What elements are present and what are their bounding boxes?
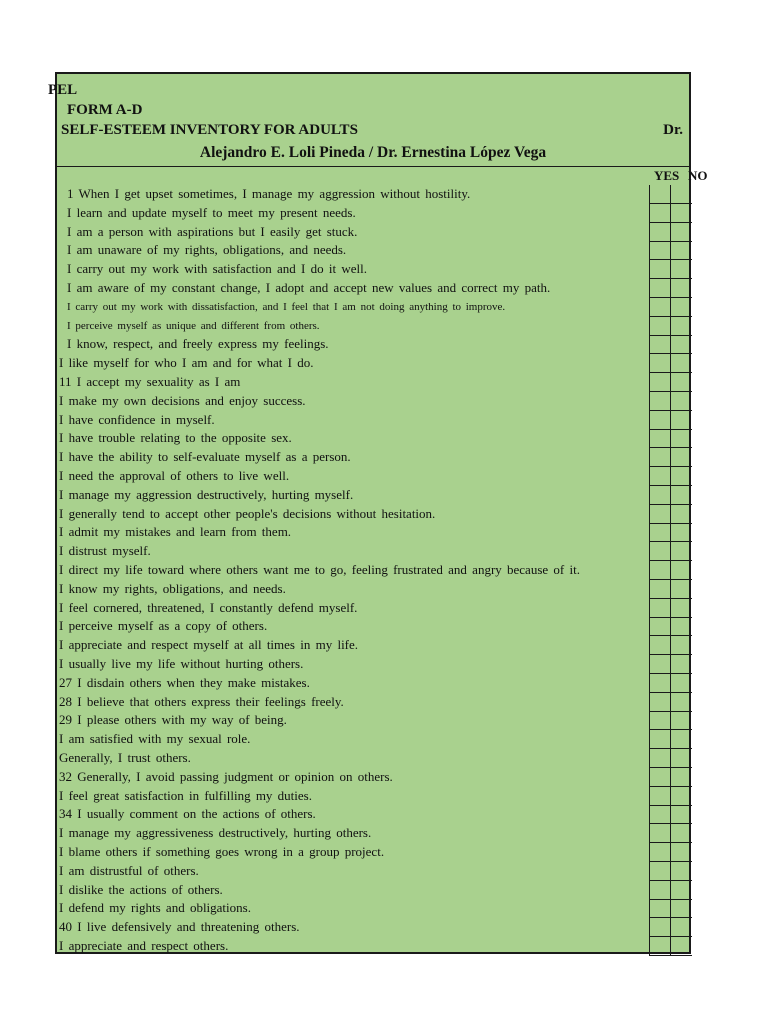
answer-row (650, 899, 692, 918)
no-checkbox-cell[interactable] (671, 768, 692, 786)
yes-checkbox-cell[interactable] (650, 523, 670, 541)
inventory-item: I blame others if something goes wrong in a group project. (59, 844, 385, 859)
yes-checkbox-cell[interactable] (650, 918, 670, 936)
no-checkbox-cell[interactable] (671, 185, 692, 203)
inventory-item: I generally tend to accept other people's decisions without hesitation. (59, 505, 436, 521)
yes-checkbox-cell[interactable] (650, 824, 670, 842)
answer-row (650, 824, 692, 843)
yes-checkbox-cell[interactable] (650, 204, 670, 222)
no-checkbox-cell[interactable] (671, 693, 692, 711)
no-checkbox-cell[interactable] (671, 937, 692, 955)
yes-checkbox-cell[interactable] (650, 317, 670, 335)
no-checkbox-cell[interactable] (671, 373, 692, 391)
no-checkbox-cell[interactable] (671, 636, 692, 654)
no-checkbox-cell[interactable] (671, 617, 692, 635)
answer-row (650, 561, 692, 580)
yes-checkbox-cell[interactable] (650, 881, 670, 899)
answer-row (650, 580, 692, 599)
inventory-item: I learn and update myself to meet my present needs. (67, 204, 356, 220)
inventory-item: 34 I usually comment on the actions of others. (59, 806, 316, 822)
yes-checkbox-cell[interactable] (650, 843, 670, 861)
yes-checkbox-cell[interactable] (650, 223, 670, 241)
no-checkbox-cell[interactable] (671, 298, 692, 316)
yes-checkbox-cell[interactable] (650, 373, 670, 391)
answer-row (650, 429, 692, 448)
inventory-item: I perceive myself as unique and different from others. (67, 319, 320, 332)
yes-checkbox-cell[interactable] (650, 260, 670, 278)
no-checkbox-cell[interactable] (671, 674, 692, 692)
yes-checkbox-cell[interactable] (650, 542, 670, 560)
answer-row (650, 523, 692, 542)
inventory-item: I am unaware of my rights, obligations, and needs. (67, 242, 347, 258)
answer-row (650, 204, 692, 223)
yes-checkbox-cell[interactable] (650, 711, 670, 729)
answer-row (650, 843, 692, 862)
no-checkbox-cell[interactable] (671, 561, 692, 579)
inventory-item: 11 I accept my sexuality as I am (59, 374, 241, 389)
yes-checkbox-cell[interactable] (650, 354, 670, 372)
yes-checkbox-cell[interactable] (650, 787, 670, 805)
inventory-item: I manage my aggression destructively, hurting myself. (59, 486, 354, 502)
yes-column-header: YES (654, 168, 680, 183)
yes-checkbox-cell[interactable] (650, 561, 670, 579)
inventory-item: I feel cornered, threatened, I constantly defend myself. (59, 599, 358, 615)
inventory-item: I have the ability to self-evaluate myself as a person. (59, 449, 351, 465)
yes-checkbox-cell[interactable] (650, 730, 670, 748)
answer-row (650, 768, 692, 787)
no-checkbox-cell[interactable] (671, 317, 692, 335)
no-checkbox-cell[interactable] (671, 881, 692, 899)
answer-row (650, 599, 692, 618)
answer-row (650, 749, 692, 768)
yes-checkbox-cell[interactable] (650, 298, 670, 316)
no-checkbox-cell[interactable] (671, 730, 692, 748)
inventory-item: I am satisfied with my sexual role. (59, 731, 251, 747)
yes-checkbox-cell[interactable] (650, 805, 670, 823)
yes-checkbox-cell[interactable] (650, 241, 670, 259)
no-checkbox-cell[interactable] (671, 411, 692, 429)
no-checkbox-cell[interactable] (671, 335, 692, 353)
inventory-item: I carry out my work with satisfaction and I do it well. (67, 261, 367, 277)
answer-row (650, 937, 692, 956)
no-checkbox-cell[interactable] (671, 787, 692, 805)
dr-label: Dr. (663, 122, 683, 138)
no-checkbox-cell[interactable] (671, 523, 692, 541)
answer-row (650, 674, 692, 693)
no-checkbox-cell[interactable] (671, 599, 692, 617)
answer-row (650, 542, 692, 561)
answer-row (650, 636, 692, 655)
yes-checkbox-cell[interactable] (650, 467, 670, 485)
inventory-item: I perceive myself as a copy of others. (59, 618, 268, 634)
answer-row (650, 354, 692, 373)
inventory-item: I feel great satisfaction in fulfilling my duties. (59, 787, 312, 803)
authors-line: Alejandro E. Loli Pineda / Dr. Ernestina López Vega (199, 144, 547, 161)
inventory-item: I know my rights, obligations, and needs. (59, 580, 286, 596)
inventory-item: I make my own decisions and enjoy success. (59, 392, 306, 408)
answer-row (650, 505, 692, 524)
inventory-item: I have trouble relating to the opposite sex. (59, 430, 292, 446)
inventory-item: I am aware of my constant change, I adopt and accept new values and correct my path. (67, 280, 551, 295)
no-checkbox-cell[interactable] (671, 392, 692, 410)
no-checkbox-cell[interactable] (671, 862, 692, 880)
inventory-item: 32 Generally, I avoid passing judgment or opinion on others. (59, 768, 393, 784)
yes-checkbox-cell[interactable] (650, 429, 670, 447)
answer-row (650, 241, 692, 260)
no-checkbox-cell[interactable] (671, 655, 692, 673)
yes-checkbox-cell[interactable] (650, 411, 670, 429)
answer-row (650, 711, 692, 730)
answer-grid (649, 185, 692, 956)
answer-row (650, 805, 692, 824)
inventory-item: I appreciate and respect myself at all times in my life. (59, 637, 359, 653)
answer-row (650, 617, 692, 636)
inventory-item: I need the approval of others to live well. (59, 468, 290, 483)
yes-checkbox-cell[interactable] (650, 486, 670, 504)
answer-row (650, 730, 692, 749)
inventory-item: I dislike the actions of others. (59, 881, 223, 897)
yes-checkbox-cell[interactable] (650, 636, 670, 654)
yes-checkbox-cell[interactable] (650, 335, 670, 353)
answer-row (650, 862, 692, 881)
inventory-item: I like myself for who I am and for what I do. (59, 355, 314, 371)
pel-label: PEL (48, 82, 78, 98)
inventory-item: I appreciate and respect others. (59, 938, 229, 953)
yes-checkbox-cell[interactable] (650, 693, 670, 711)
answer-row (650, 298, 692, 317)
answer-row (650, 335, 692, 354)
answer-row (650, 881, 692, 900)
no-checkbox-cell[interactable] (671, 580, 692, 598)
yes-checkbox-cell[interactable] (650, 768, 670, 786)
no-checkbox-cell[interactable] (671, 542, 692, 560)
yes-checkbox-cell[interactable] (650, 505, 670, 523)
no-checkbox-cell[interactable] (671, 824, 692, 842)
inventory-item: I distrust myself. (59, 543, 151, 559)
no-checkbox-cell[interactable] (671, 354, 692, 372)
yes-checkbox-cell[interactable] (650, 937, 670, 955)
inventory-item: 29 I please others with my way of being. (59, 712, 287, 728)
yes-checkbox-cell[interactable] (650, 580, 670, 598)
answer-row (650, 486, 692, 505)
answer-row (650, 411, 692, 430)
no-checkbox-cell[interactable] (671, 486, 692, 504)
inventory-item: I direct my life toward where others want me to go, feeling frustrated and angry because of it. (59, 562, 580, 577)
yes-checkbox-cell[interactable] (650, 862, 670, 880)
yes-checkbox-cell[interactable] (650, 899, 670, 917)
inventory-sheet (48, 72, 708, 954)
inventory-item: 27 I disdain others when they make mistakes. (59, 674, 310, 690)
inventory-item: I am a person with aspirations but I easily get stuck. (67, 223, 358, 239)
inventory-item: I know, respect, and freely express my feelings. (67, 336, 329, 352)
no-checkbox-cell[interactable] (671, 843, 692, 861)
inventory-item: 1 When I get upset sometimes, I manage my aggression without hostility. (67, 186, 471, 201)
yes-checkbox-cell[interactable] (650, 185, 670, 203)
no-checkbox-cell[interactable] (671, 204, 692, 222)
inventory-item: I have confidence in myself. (59, 411, 215, 427)
no-checkbox-cell[interactable] (671, 223, 692, 241)
inventory-item: I manage my aggressiveness destructively, hurting others. (59, 825, 372, 841)
answer-row (650, 185, 692, 204)
answer-row (650, 392, 692, 411)
form-label: FORM A-D (67, 102, 143, 118)
inventory-item: I carry out my work with dissatisfaction, and I feel that I am not doing anything to improve. (67, 300, 506, 313)
answer-row (650, 279, 692, 298)
inventory-item: 28 I believe that others express their feelings freely. (59, 693, 344, 709)
no-checkbox-cell[interactable] (671, 918, 692, 936)
no-checkbox-cell[interactable] (671, 260, 692, 278)
yes-checkbox-cell[interactable] (650, 279, 670, 297)
no-checkbox-cell[interactable] (671, 429, 692, 447)
answer-row (650, 655, 692, 674)
item-list (57, 74, 647, 954)
yes-checkbox-cell[interactable] (650, 617, 670, 635)
yes-checkbox-cell[interactable] (650, 599, 670, 617)
inventory-item: I am distrustful of others. (59, 862, 199, 878)
answer-row (650, 918, 692, 937)
answer-row (650, 467, 692, 486)
no-column-header: NO (688, 168, 708, 183)
no-checkbox-cell[interactable] (671, 279, 692, 297)
no-checkbox-cell[interactable] (671, 448, 692, 466)
answer-row (650, 223, 692, 242)
inventory-item: I admit my mistakes and learn from them. (59, 524, 292, 540)
inventory-item: 40 I live defensively and threatening others. (59, 919, 300, 935)
yes-checkbox-cell[interactable] (650, 749, 670, 767)
answer-row (650, 448, 692, 467)
no-checkbox-cell[interactable] (671, 711, 692, 729)
no-checkbox-cell[interactable] (671, 899, 692, 917)
yes-checkbox-cell[interactable] (650, 655, 670, 673)
yes-checkbox-cell[interactable] (650, 448, 670, 466)
inventory-item: Generally, I trust others. (59, 750, 191, 765)
form-title: SELF-ESTEEM INVENTORY FOR ADULTS (61, 122, 358, 138)
no-checkbox-cell[interactable] (671, 467, 692, 485)
no-checkbox-cell[interactable] (671, 505, 692, 523)
inventory-item: I usually live my life without hurting others. (59, 656, 304, 671)
answer-row (650, 260, 692, 279)
yes-checkbox-cell[interactable] (650, 392, 670, 410)
answer-row (650, 373, 692, 392)
no-checkbox-cell[interactable] (671, 241, 692, 259)
no-checkbox-cell[interactable] (671, 805, 692, 823)
no-checkbox-cell[interactable] (671, 749, 692, 767)
answer-row (650, 693, 692, 712)
answer-row (650, 317, 692, 336)
answer-row (650, 787, 692, 806)
inventory-item: I defend my rights and obligations. (59, 900, 251, 916)
yes-checkbox-cell[interactable] (650, 674, 670, 692)
